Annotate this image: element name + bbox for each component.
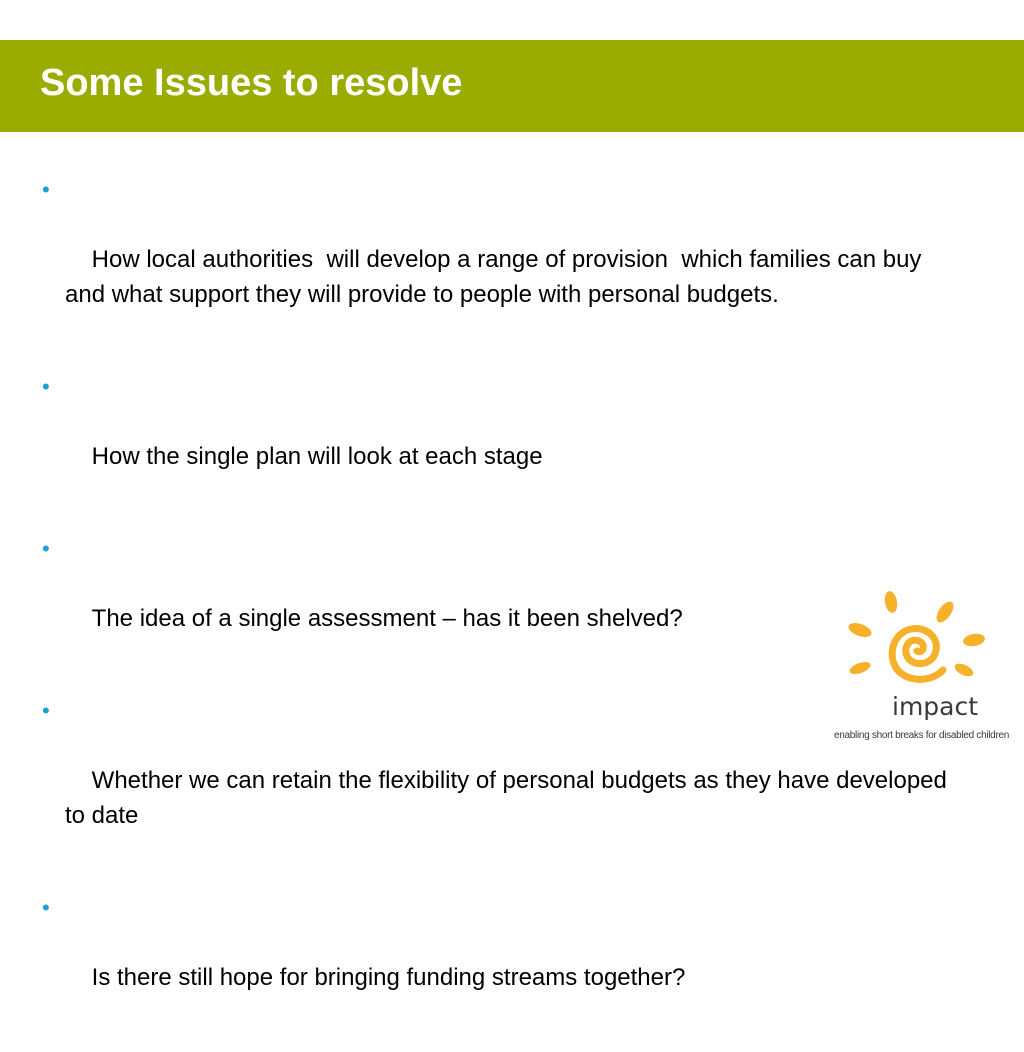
bullet-icon: • [42, 536, 50, 561]
title-banner [0, 40, 1024, 132]
bullet-text: Is there still hope for bringing funding streams together? [91, 964, 686, 991]
impact-logo [830, 588, 1009, 748]
bullet-text: The idea of a single assessment – has it been shelved? [91, 605, 683, 632]
bullet-item [40, 531, 960, 671]
bullet-item [40, 693, 960, 868]
bullet-item [40, 369, 960, 509]
bullet-icon: • [42, 698, 50, 723]
logo-tagline: enabling short breaks for disabled children [834, 730, 1009, 741]
bullet-text: Whether we can retain the flexibility of personal budgets as they have developed to date [65, 767, 954, 829]
bullet-text: How local authorities will develop a range of provision which families can buy and what support they will provide to people with personal budgets. [65, 246, 929, 308]
bullet-item [40, 172, 960, 347]
bullet-list [40, 172, 960, 1052]
bullet-icon: • [42, 895, 50, 920]
bullet-icon: • [42, 374, 50, 399]
bullet-icon: • [42, 177, 50, 202]
bullet-item [40, 890, 960, 1030]
bullet-text: How the single plan will look at each stage [91, 443, 543, 470]
logo-wordmark: impact [892, 692, 979, 721]
slide-title: Some Issues to resolve [40, 62, 463, 104]
sun-spiral-icon [838, 588, 988, 698]
